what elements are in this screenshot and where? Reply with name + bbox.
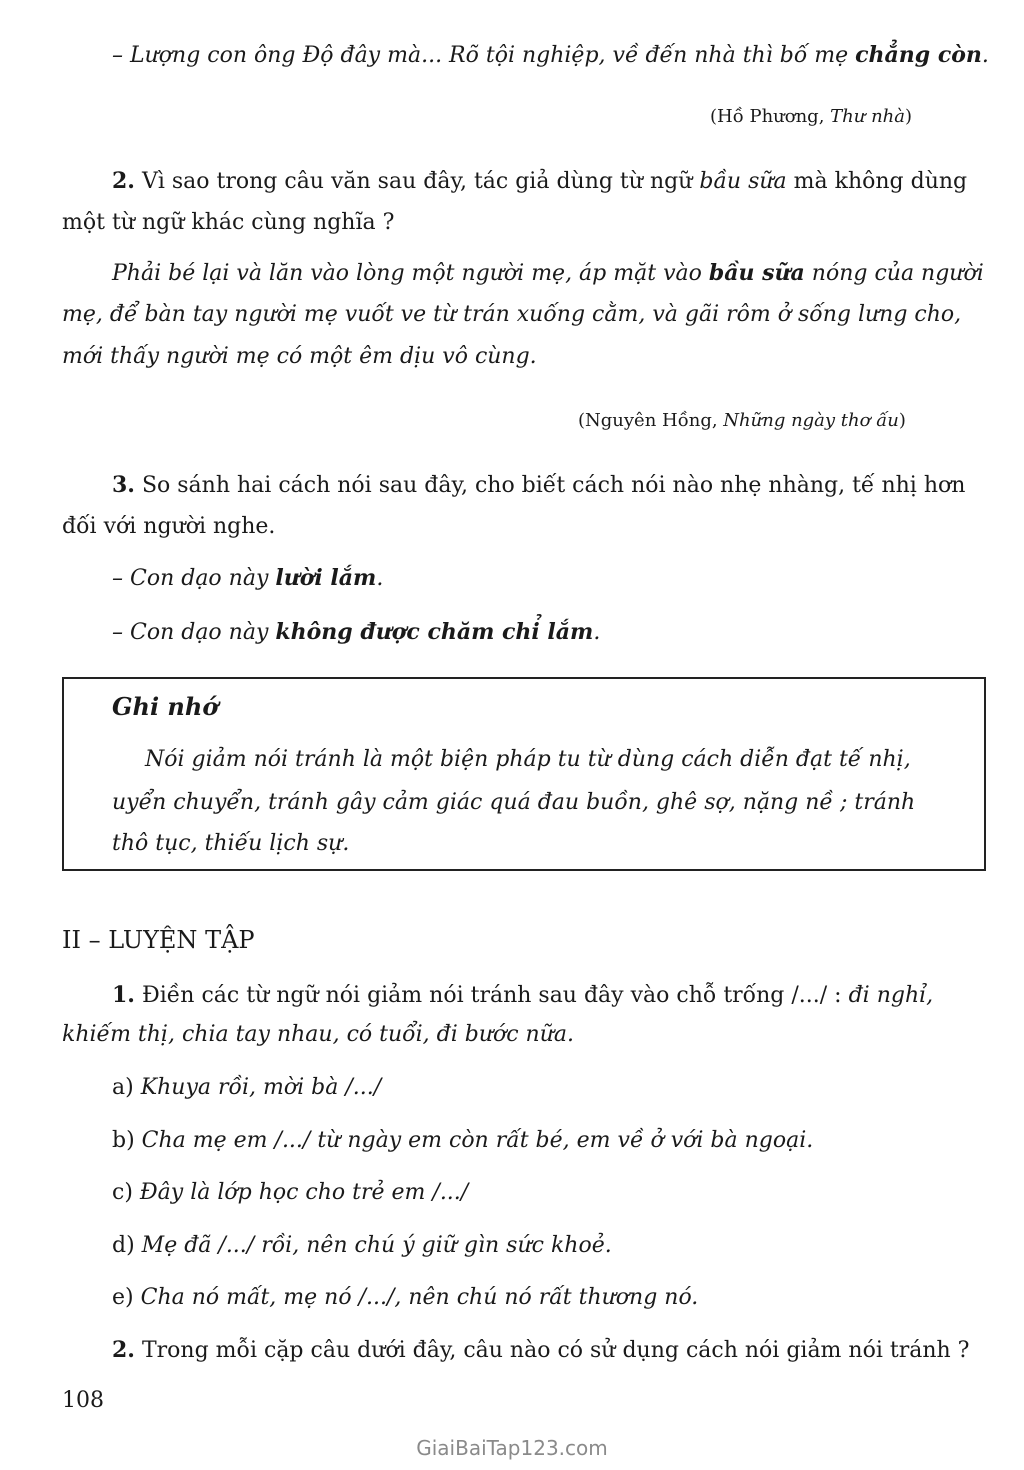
question-2-line-2: một từ ngữ khác cùng nghĩa ? bbox=[62, 210, 395, 235]
option-2: – Con dạo này không được chăm chỉ lắm. bbox=[112, 619, 601, 645]
question-number: 3. bbox=[112, 472, 135, 498]
exercise-number: 1. bbox=[112, 982, 135, 1008]
section-heading: II – LUYỆN TẬP bbox=[62, 926, 255, 954]
quote-2-line-3: mới thấy người mẹ có một êm dịu vô cùng. bbox=[62, 344, 537, 369]
ghi-nho-line-3: thô tục, thiếu lịch sự. bbox=[112, 831, 350, 856]
quote-bold-phrase: chẳng còn bbox=[855, 42, 982, 68]
exercise-item-d: d) Mẹ đã /.../ rồi, nên chú ý giữ gìn sức khoẻ. bbox=[112, 1233, 612, 1258]
exercise-item-b: b) Cha mẹ em /.../ từ ngày em còn rất bé, em về ở với bà ngoại. bbox=[112, 1128, 814, 1153]
page-number: 108 bbox=[62, 1388, 104, 1413]
exercise-item-e: e) Cha nó mất, mẹ nó /.../, nên chú nó rất thương nó. bbox=[112, 1285, 699, 1310]
ghi-nho-title: Ghi nhớ bbox=[112, 692, 219, 721]
exercise-number: 2. bbox=[112, 1337, 135, 1363]
exercise-2-line-1: 2. Trong mỗi cặp câu dưới đây, câu nào có sử dụng cách nói giảm nói tránh ? bbox=[112, 1337, 970, 1363]
option-1: – Con dạo này lười lắm. bbox=[112, 565, 384, 591]
quote-end: . bbox=[981, 43, 989, 68]
quote-text: Lượng con ông Độ đây mà... Rõ tội nghiệp, về đến nhà thì bố mẹ bbox=[130, 43, 856, 68]
quote-2-line-1: Phải bé lại và lăn vào lòng một người mẹ, áp mặt vào bầu sữa nóng của người bbox=[112, 260, 984, 286]
question-2-line-1: 2. Vì sao trong câu văn sau đây, tác giả dùng từ ngữ bầu sữa mà không dùng bbox=[112, 168, 968, 194]
watermark: GiaiBaiTap123.com bbox=[416, 1436, 608, 1460]
question-3-line-2: đối với người nghe. bbox=[62, 514, 276, 539]
ghi-nho-line-2: uyển chuyển, tránh gây cảm giác quá đau buồn, ghê sợ, nặng nề ; tránh bbox=[112, 790, 916, 815]
question-3-line-1: 3. So sánh hai cách nói sau đây, cho biết cách nói nào nhẹ nhàng, tế nhị hơn bbox=[112, 472, 966, 498]
citation-nguyen-hong: (Nguyên Hồng, Những ngày thơ ấu) bbox=[578, 410, 906, 431]
exercise-1-line-1: 1. Điền các từ ngữ nói giảm nói tránh sau đây vào chỗ trống /.../ : đi nghỉ, bbox=[112, 982, 934, 1008]
exercise-1-line-2: khiếm thị, chia tay nhau, có tuổi, đi bước nữa. bbox=[62, 1022, 575, 1047]
quote-dash: – bbox=[112, 43, 130, 68]
exercise-item-c: c) Đây là lớp học cho trẻ em /.../ bbox=[112, 1180, 469, 1205]
quote-2-line-2: mẹ, để bàn tay người mẹ vuốt ve từ trán xuống cằm, và gãi rôm ở sống lưng cho, bbox=[62, 302, 962, 327]
question-number: 2. bbox=[112, 168, 135, 194]
ghi-nho-line-1: Nói giảm nói tránh là một biện pháp tu từ dùng cách diễn đạt tế nhị, bbox=[145, 747, 911, 772]
top-quote bbox=[112, 40, 989, 71]
exercise-item-a: a) Khuya rồi, mời bà /.../ bbox=[112, 1075, 382, 1100]
citation-ho-phuong: (Hồ Phương, Thư nhà) bbox=[710, 106, 913, 127]
